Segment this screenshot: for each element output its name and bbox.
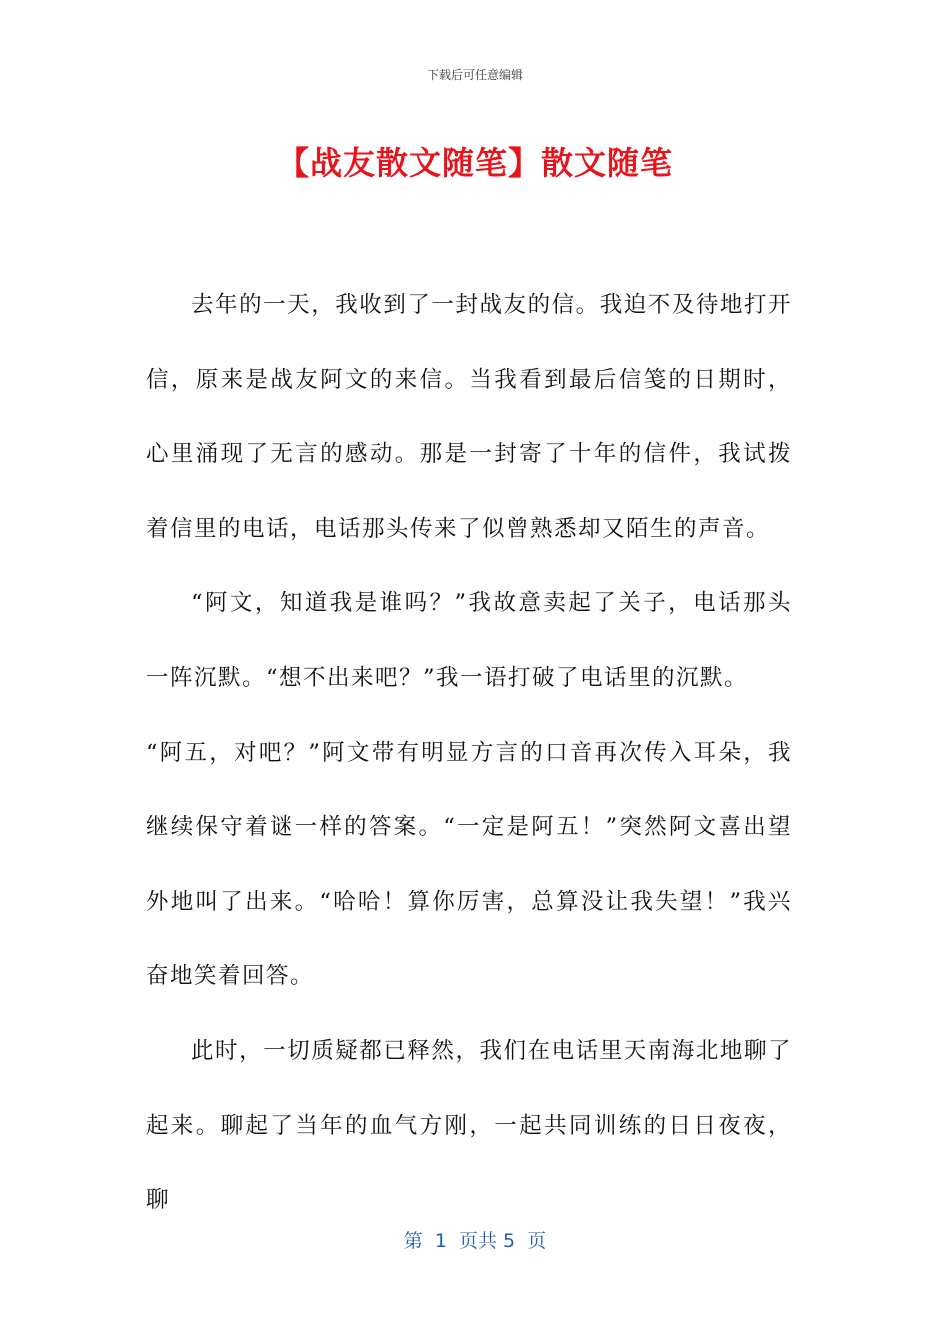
paragraph-3: “阿五，对吧？”阿文带有明显方言的口音再次传入耳朵，我继续保守着谜一样的答案。“一定是阿五！”突然阿文喜出望外地叫了出来。“哈哈！算你厉害，总算没让我失望！”我兴奋地笑着回答。 <box>146 739 792 990</box>
page-number: 第 1 页共 5 页 <box>403 1230 547 1252</box>
paragraph-4: 此时，一切质疑都已释然，我们在电话里天南海北地聊了起来。聊起了当年的血气方刚，一起共同训练的日日夜夜，聊 <box>146 1037 792 1214</box>
paragraph-2: “阿文，知道我是谁吗？”我故意卖起了关子，电话那头一阵沉默。“想不出来吧？”我一语打破了电话里的沉默。 <box>146 590 792 691</box>
header-note: 下载后可任意编辑 <box>426 68 523 82</box>
paragraph-1: 去年的一天，我收到了一封战友的信。我迫不及待地打开信，原来是战友阿文的来信。当我看到最后信笺的日期时，心里涌现了无言的感动。那是一封寄了十年的信件，我试拨着信里的电话，电话那头传来了似曾熟悉却又陌生的声音。 <box>146 292 792 542</box>
document-title: 【战友散文随笔】散文随笔 <box>276 144 673 182</box>
document-body <box>146 268 792 1238</box>
